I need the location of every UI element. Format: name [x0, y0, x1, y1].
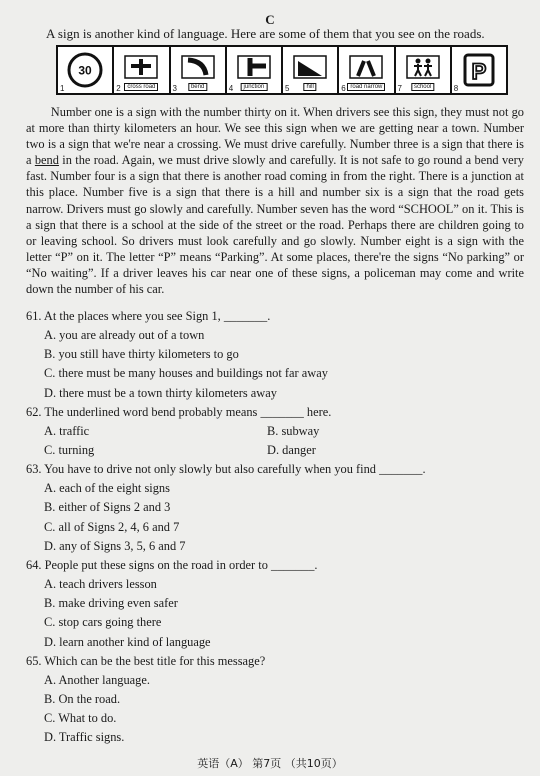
sign-7	[396, 47, 452, 93]
question-list	[26, 307, 524, 748]
question-stem: 65. Which can be the best title for this message?	[26, 653, 266, 668]
sign-number: 3	[172, 84, 177, 93]
question-64	[26, 556, 524, 652]
sign-number: 5	[285, 84, 290, 93]
option-row	[26, 422, 524, 441]
option-b[interactable]: B. you still have thirty kilometers to go	[44, 347, 239, 362]
option-b[interactable]: B. either of Signs 2 and 3	[44, 500, 171, 515]
option-d[interactable]: D. Traffic signs.	[44, 730, 125, 745]
option-a[interactable]: A. Another language.	[44, 672, 150, 687]
sign-number: 8	[453, 84, 459, 93]
sign-caption: hill	[303, 83, 316, 91]
question-63	[26, 460, 524, 556]
option-c[interactable]: C. all of Signs 2, 4, 6 and 7	[44, 519, 180, 534]
school-children-icon	[403, 53, 443, 87]
sign-8	[452, 47, 506, 93]
junction-icon	[234, 53, 274, 87]
question-62	[26, 403, 524, 460]
sign-number: 2	[116, 84, 121, 93]
question-61	[26, 307, 524, 403]
road-narrow-icon	[346, 53, 386, 87]
question-65	[26, 652, 524, 748]
sign-number: 1	[60, 84, 65, 93]
option-d[interactable]: D. learn another kind of language	[44, 634, 211, 649]
sign-2	[114, 47, 170, 93]
speed-limit-30-icon	[66, 51, 104, 89]
bend-icon	[178, 53, 218, 87]
option-c[interactable]: C. What to do.	[44, 711, 117, 726]
parking-letter: P	[471, 59, 487, 84]
option-d[interactable]: D. danger	[267, 443, 316, 458]
speed-limit-number: 30	[78, 63, 92, 78]
sign-3	[171, 47, 227, 93]
option-a[interactable]: A. each of the eight signs	[44, 481, 170, 496]
passage-text-1: Number one is a sign with the number thirty on it. When drivers see this sign, they must not go at more than thirty kilometers an hour. We see this sign when we are getting near a town. Number two is a sign that we're near a crossing. We must drive carefully. Number three is a sign that there is a	[26, 105, 524, 168]
option-c[interactable]: C. there must be many houses and buildings not far away	[44, 366, 328, 381]
sign-number: 7	[397, 84, 402, 93]
sign-caption: school	[411, 83, 434, 91]
sign-caption: road narrow	[347, 83, 385, 91]
option-b[interactable]: B. On the road.	[44, 692, 121, 707]
option-d[interactable]: D. any of Signs 3, 5, 6 and 7	[44, 538, 186, 553]
question-stem: 62. The underlined word bend probably means _______ here.	[26, 404, 332, 419]
option-c[interactable]: C. stop cars going there	[44, 615, 162, 630]
hill-icon	[290, 53, 330, 87]
sign-strip	[56, 45, 508, 95]
option-a[interactable]: A. you are already out of a town	[44, 328, 205, 342]
page-footer: 英语（A） 第7页 （共10页）	[197, 757, 343, 770]
reading-passage	[26, 104, 524, 297]
sign-5	[283, 47, 339, 93]
sign-6	[339, 47, 395, 93]
passage-text-2: in the road. Again, we must drive slowly and carefully. It is not safe to go round a bend very fast. Number four is a sign that there is another road coming in from the right. There is a junction at this place. Number five is a sign that there is a hill and number six is a sign that the road gets narrow. Drivers must go slowly and carefully. Number seven has the word “SCHOOL” on it. This is a sign that there is a school at the side of the street or the road. Perhaps there are children going to or leaving school. So drivers must look carefully and go slowly. Number eight is a sign with the letter “P” on it. The letter “P” means “Parking”. At some places, there're the signs “No parking” or “No waiting”. If a driver leaves his car near one of these signs, a policeman may come and write down the number of his car.	[26, 153, 524, 297]
underlined-word: bend	[34, 153, 59, 168]
sign-caption: bend	[188, 83, 207, 91]
option-row	[26, 441, 524, 460]
sign-caption: cross road	[124, 83, 158, 91]
question-stem: 64. People put these signs on the road in order to _______.	[26, 558, 318, 573]
sign-number: 4	[228, 84, 234, 93]
question-stem: 61. At the places where you see Sign 1, _______.	[26, 309, 271, 323]
parking-icon	[460, 51, 498, 89]
passage-paragraph	[26, 104, 524, 297]
intro-text: A sign is another kind of language. Here are some of them that you see on the roads.	[46, 26, 485, 41]
option-b[interactable]: B. subway	[267, 423, 320, 438]
sign-number: 6	[341, 84, 346, 93]
option-b[interactable]: B. make driving even safer	[44, 596, 178, 611]
option-a[interactable]: A. teach drivers lesson	[44, 577, 157, 592]
crossroad-icon	[121, 53, 161, 87]
sign-1	[58, 47, 114, 93]
sign-caption: junction	[241, 83, 268, 91]
question-stem: 63. You have to drive not only slowly but also carefully when you find _______.	[26, 462, 426, 477]
option-c[interactable]: C. turning	[44, 443, 95, 458]
option-d[interactable]: D. there must be a town thirty kilometers away	[44, 385, 277, 400]
section-letter: C	[265, 12, 275, 27]
sign-4	[227, 47, 283, 93]
option-a[interactable]: A. traffic	[44, 423, 90, 438]
